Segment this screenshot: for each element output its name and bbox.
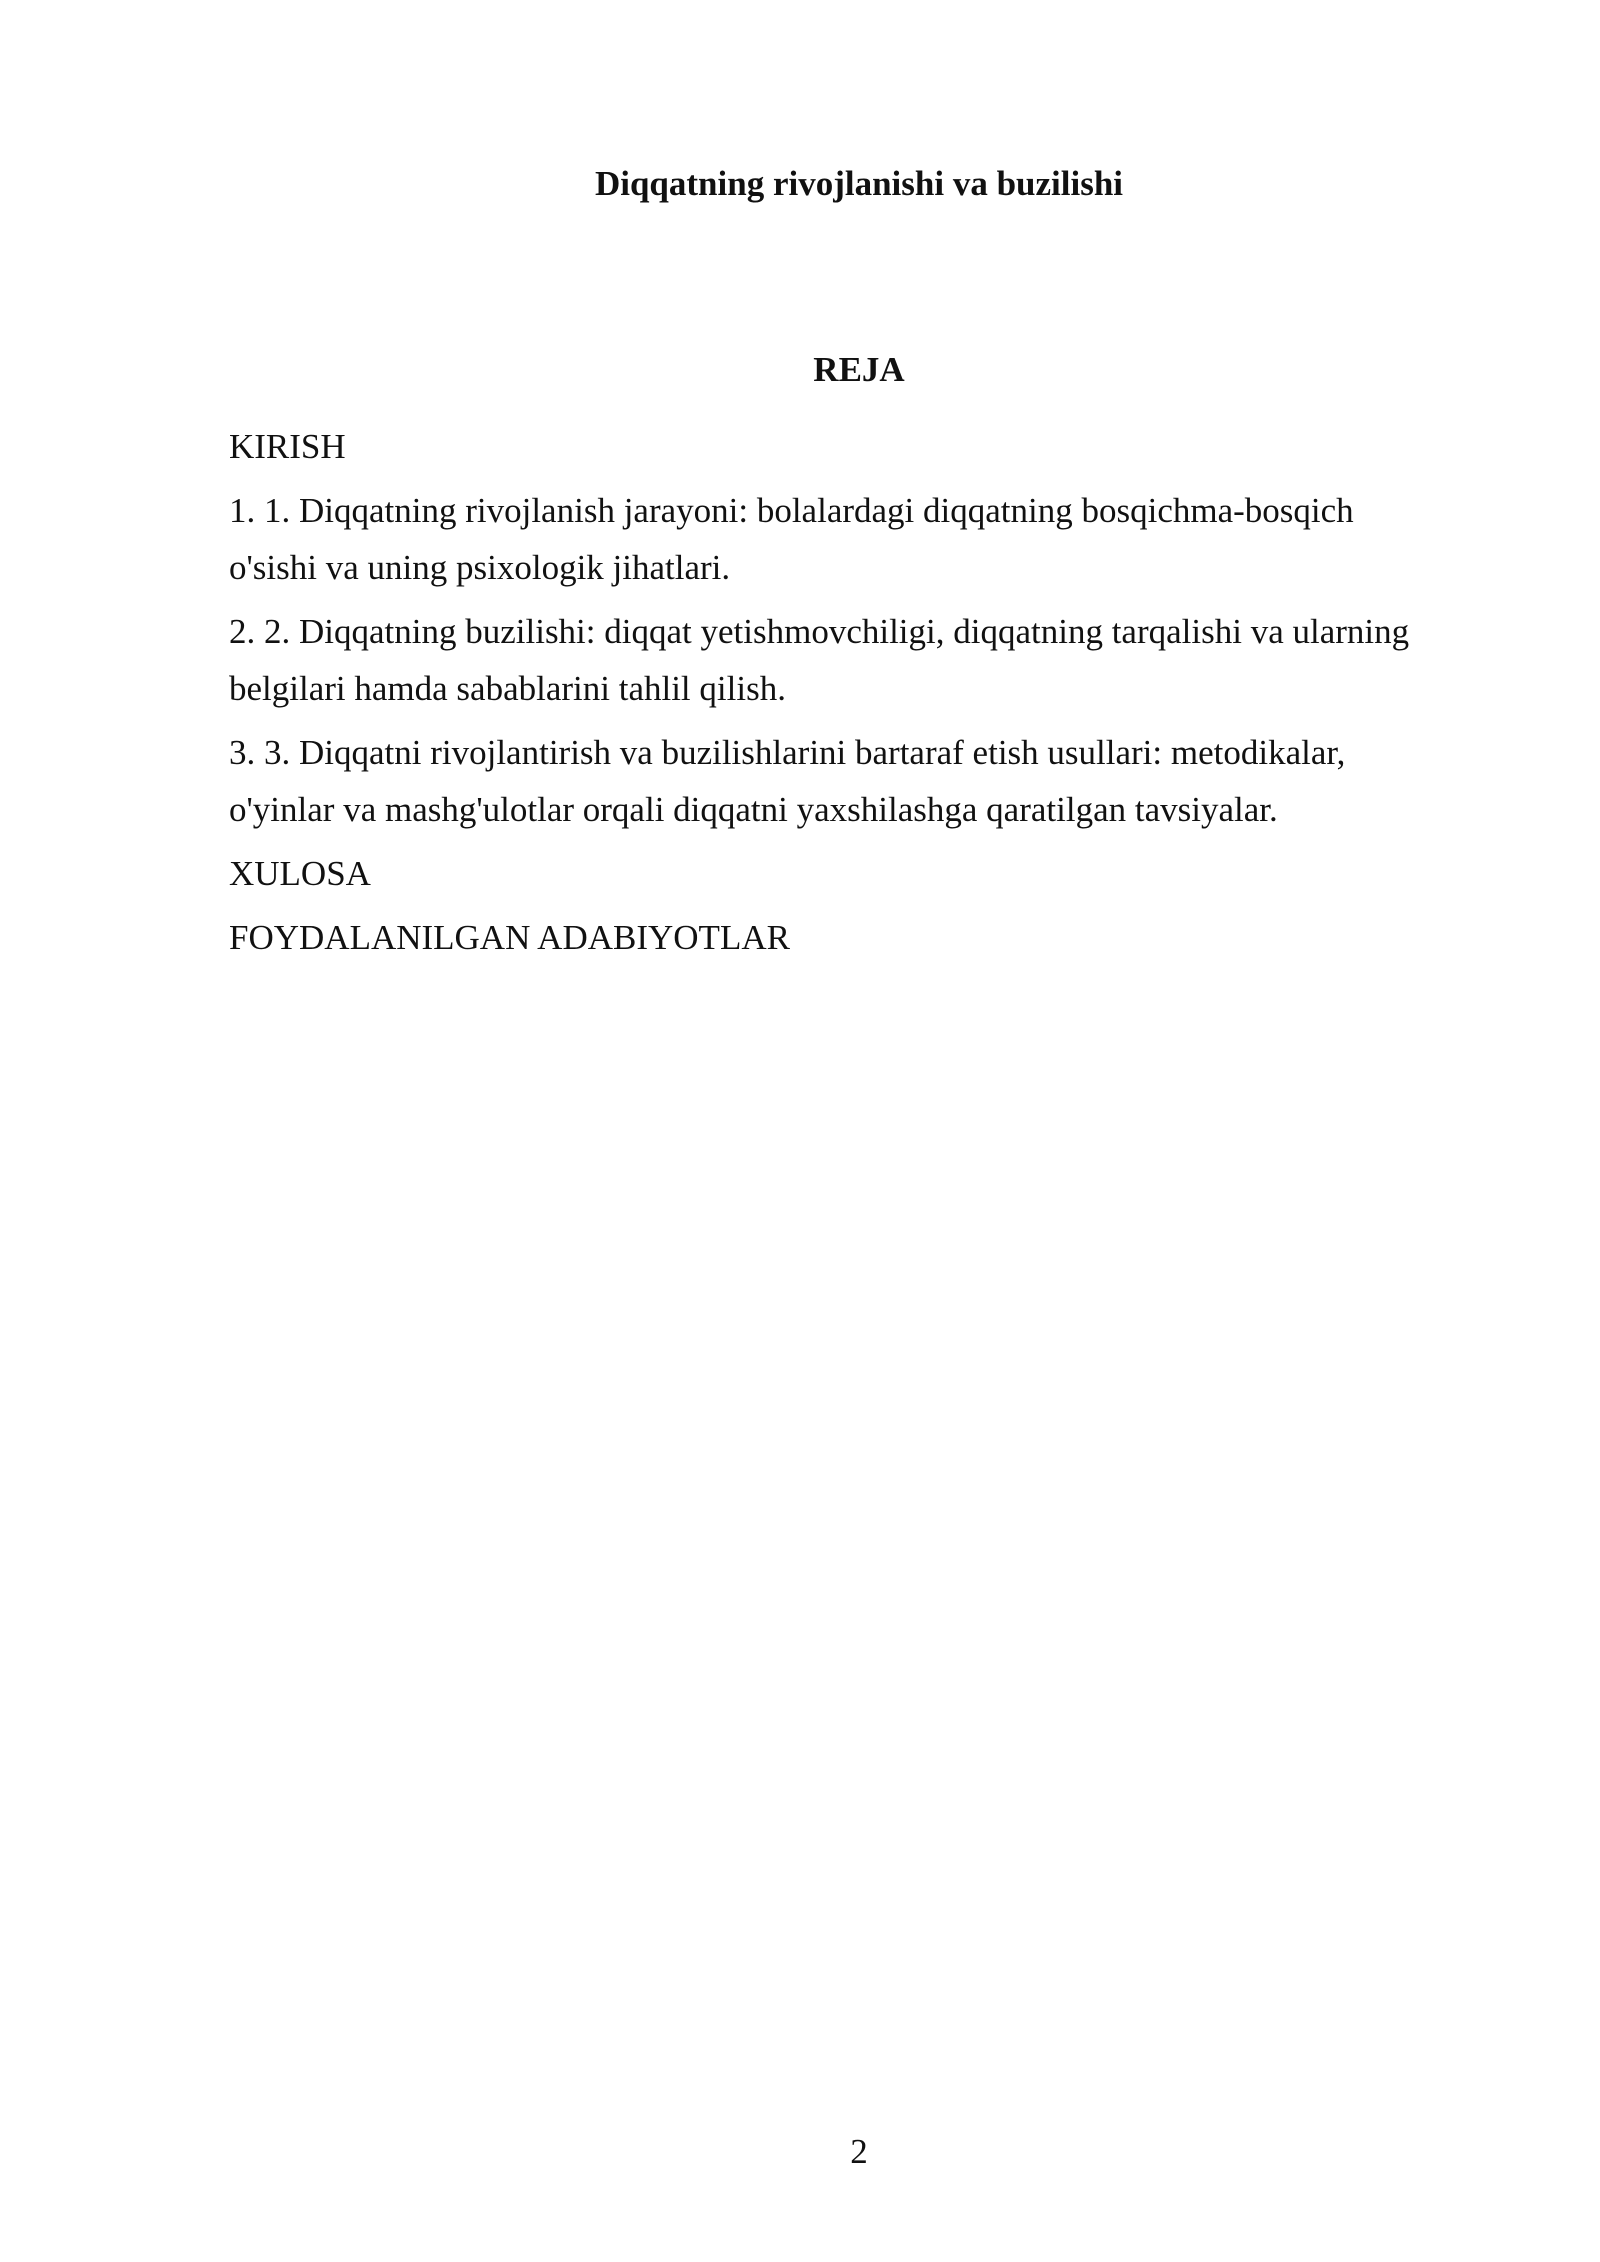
toc-entry-1: 1. 1. Diqqatning rivojlanish jarayoni: bolalardagi diqqatning bosqichma-bosqich o'sishi va uning psixologik jihatlari. <box>229 491 1354 587</box>
toc-entry-conclusion: XULOSA <box>229 854 371 893</box>
plan-heading: REJA <box>813 350 905 389</box>
document-title: Diqqatning rivojlanishi va buzilishi <box>594 164 1124 203</box>
page-number: 2 <box>850 2132 868 2171</box>
toc-entry-references: FOYDALANILGAN ADABIYOTLAR <box>229 918 790 957</box>
table-of-contents <box>229 418 1444 973</box>
toc-entry-2: 2. 2. Diqqatning buzilishi: diqqat yetishmovchiligi, diqqatning tarqalishi va ularning belgilari hamda sabablarini tahlil qilish. <box>229 612 1410 708</box>
toc-entry-3: 3. 3. Diqqatni rivojlantirish va buzilishlarini bartaraf etish usullari: metodikalar, o'yinlar va mashg'ulotlar orqali diqqatni yaxshilashga qaratilgan tavsiyalar. <box>229 733 1346 829</box>
toc-entry-introduction: KIRISH <box>229 427 346 466</box>
